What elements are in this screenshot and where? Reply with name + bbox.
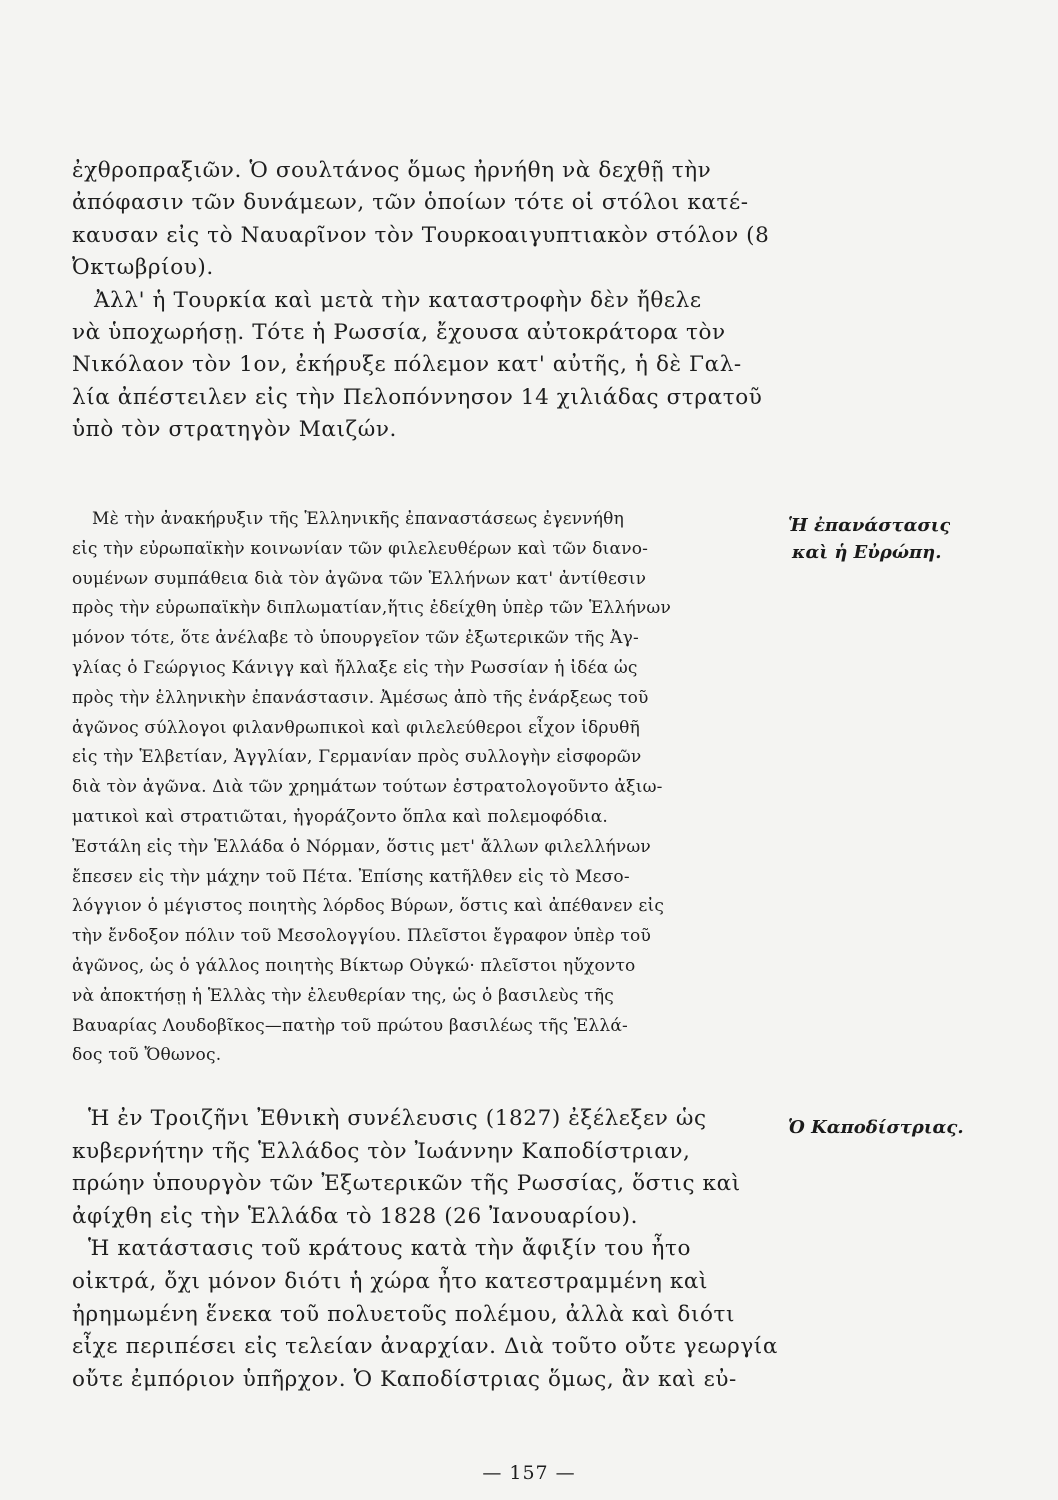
text-line: νὰ ἀποκτήσῃ ἡ Ἑλλὰς τὴν ἐλευθερίαν της, ὡς ὁ βασιλεὺς τῆς (72, 985, 614, 1006)
text-line: γλίας ὁ Γεώργιος Κάνιγγ καὶ ἤλλαξε εἰς τὴν Ρωσσίαν ἡ ἰδέα ὡς (72, 657, 638, 678)
text-line: ἠρημωμένη ἕνεκα τοῦ πολυετοῦς πολέμου, ἀλλὰ καὶ διότι (72, 1301, 736, 1327)
margin-note-revolution-europe (788, 512, 950, 566)
text-line: ἔπεσεν εἰς τὴν μάχην τοῦ Πέτα. Ἐπίσης κατῆλθεν εἰς τὸ Μεσο- (72, 866, 630, 887)
text-line: λόγγιον ὁ μέγιστος ποιητὴς λόρδος Βύρων, ὅστις καὶ ἀπέθανεν εἰς (72, 896, 665, 917)
text-line: Ἀλλ' ἡ Τουρκία καὶ μετὰ τὴν καταστροφὴν δὲν ἤθελε (94, 287, 702, 313)
text-line: διὰ τὸν ἀγῶνα. Διὰ τῶν χρημάτων τούτων ἐστρατολογοῦντο ἀξιω- (72, 777, 663, 798)
text-line: Βαυαρίας Λουδοβῖκος—πατὴρ τοῦ πρώτου βασιλέως τῆς Ἑλλά- (72, 1015, 629, 1036)
text-line: Νικόλαον τὸν 1ον, ἐκήρυξε πόλεμον κατ' αὐτῆς, ἡ δὲ Γαλ- (72, 352, 742, 378)
text-line: Ἡ κατάστασις τοῦ κράτους κατὰ τὴν ἄφιξίν του ἦτο (88, 1236, 692, 1262)
text-line: εἰς τὴν εὐρωπαϊκὴν κοινωνίαν τῶν φιλελευθέρων καὶ τῶν διανο- (72, 538, 649, 559)
text-line: Ὀκτωβρίου). (72, 255, 214, 281)
text-line: ἀγῶνος, ὡς ὁ γάλλος ποιητὴς Βίκτωρ Οὐγκώ· πλεῖστοι ηὔχοντο (72, 955, 636, 976)
paragraph-1 (72, 155, 778, 447)
text-line: ουμένων συμπάθεια διὰ τὸν ἀγῶνα τῶν Ἑλλήνων κατ' ἀντίθεσιν (72, 568, 647, 589)
text-line: μόνον τότε, ὅτε ἀνέλαβε τὸ ὑπουργεῖον τῶν ἐξωτερικῶν τῆς Ἀγ- (72, 628, 639, 649)
text-line: Μὲ τὴν ἀνακήρυξιν τῆς Ἑλληνικῆς ἐπαναστάσεως ἐγεννήθη (92, 509, 624, 529)
text-line: Ἡ ἐν Τροιζῆνι Ἐθνικὴ συνέλευσις (1827) ἐξέλεξεν ὡς (88, 1106, 707, 1131)
text-line: πρὸς τὴν ἑλληνικὴν ἐπανάστασιν. Ἀμέσως ἀπὸ τῆς ἐνάρξεως τοῦ (72, 687, 649, 708)
text-line: εἶχε περιπέσει εἰς τελείαν ἀναρχίαν. Διὰ τοῦτο οὔτε γεωργία (72, 1334, 778, 1360)
text-line: πρὸς τὴν εὐρωπαϊκὴν διπλωματίαν,ἥτις ἐδείχθη ὑπὲρ τῶν Ἑλλήνων (72, 598, 671, 619)
text-line: ὑπὸ τὸν στρατηγὸν Μαιζών. (72, 417, 397, 443)
paragraph-3 (72, 1103, 778, 1396)
text-line: καυσαν εἰς τὸ Ναυαρῖνον τὸν Τουρκοαιγυπτιακὸν στόλον (8 (72, 222, 770, 248)
text-line: ἀπόφασιν τῶν δυνάμεων, τῶν ὁποίων τότε οἱ στόλοι κατέ- (72, 190, 749, 216)
margin-note-line: Ἡ ἐπανάστασις (788, 515, 951, 536)
paragraph-2 (72, 505, 778, 1071)
text-line: πρώην ὑπουργὸν τῶν Ἐξωτερικῶν τῆς Ρωσσίας, ὅστις καὶ (72, 1171, 741, 1197)
margin-note-line: καὶ ἡ Εὐρώπη. (792, 542, 942, 563)
text-line: τὴν ἔνδοξον πόλιν τοῦ Μεσολογγίου. Πλεῖστοι ἔγραφον ὑπὲρ τοῦ (72, 926, 652, 947)
text-line: Ἐστάλη εἰς τὴν Ἑλλάδα ὁ Νόρμαν, ὅστις μετ' ἄλλων φιλελλήνων (72, 836, 651, 857)
text-line: οὔτε ἐμπόριον ὑπῆρχον. Ὁ Καποδίστριας ὅμως, ἂν καὶ εὐ- (72, 1366, 737, 1392)
text-line: εἰς τὴν Ἑλβετίαν, Ἀγγλίαν, Γερμανίαν πρὸς συλλογὴν εἰσφορῶν (72, 747, 642, 768)
text-line: λία ἀπέστειλεν εἰς τὴν Πελοπόννησον 14 χιλιάδας στρατοῦ (72, 384, 763, 410)
margin-note-kapodistrias: Ὁ Καποδίστριας. (788, 1117, 964, 1138)
text-line: ἀφίχθη εἰς τὴν Ἑλλάδα τὸ 1828 (26 Ἰανουαρίου). (72, 1203, 639, 1229)
page-number: — 157 — (482, 1462, 576, 1484)
text-line: οἰκτρά, ὄχι μόνον διότι ἡ χώρα ἦτο κατεστραμμένη καὶ (72, 1268, 709, 1294)
text-line: δος τοῦ Ὄθωνος. (72, 1045, 222, 1066)
text-line: κυβερνήτην τῆς Ἑλλάδος τὸν Ἰωάννην Καποδίστριαν, (72, 1138, 691, 1164)
text-line: ἐχθροπραξιῶν. Ὁ σουλτάνος ὅμως ἠρνήθη νὰ δεχθῇ τὴν (72, 158, 712, 183)
text-line: ἀγῶνος σύλλογοι φιλανθρωπικοὶ καὶ φιλελεύθεροι εἶχον ἱδρυθῆ (72, 717, 640, 738)
text-line: ματικοὶ καὶ στρατιῶται, ἠγοράζοντο ὅπλα καὶ πολεμοφόδια. (72, 806, 608, 827)
text-line: νὰ ὑποχωρήσῃ. Τότε ἡ Ρωσσία, ἔχουσα αὐτοκράτορα τὸν (72, 320, 726, 346)
